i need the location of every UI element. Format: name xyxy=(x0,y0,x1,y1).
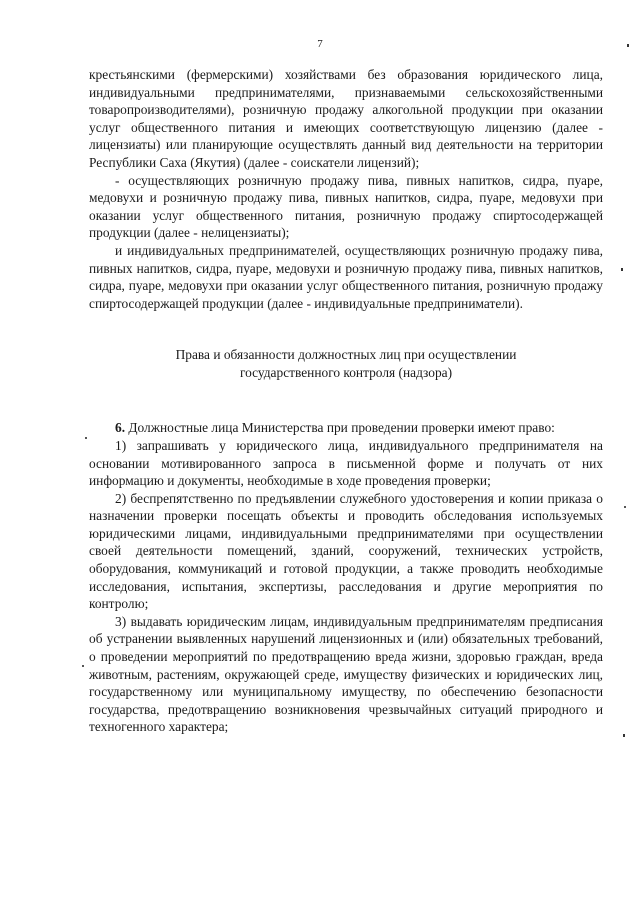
scan-speck xyxy=(82,665,84,667)
scan-speck xyxy=(624,506,626,508)
section-heading xyxy=(89,346,603,382)
scan-speck xyxy=(627,44,629,47)
clause-6-item-1: 1) запрашивать у юридического лица, индивидуального предпринимателя на основании мотивированного запроса в письменной форме и получать от них информацию и документы, необходимые в ходе проведения проверки; xyxy=(89,437,603,489)
section-heading-line-1: Права и обязанности должностных лиц при осуществлении xyxy=(175,347,517,363)
intro-paragraph-2: - осуществляющих розничную продажу пива, пивных напитков, сидра, пуаре, медовухи и розничную продажу пива, пивных напитков, сидра, пуаре, медовухи при оказании услуг общественного питания, розничную продажу спиртосодержащей продукции (далее - нелицензиаты); xyxy=(89,172,603,241)
clause-6-lead-text: Должностные лица Министерства при проведении проверки имеют право: xyxy=(128,420,555,436)
clause-6-item-3: 3) выдавать юридическим лицам, индивидуальным предпринимателям предписания об устранении выявленных нарушений лицензионных и (или) обязательных требований, о проведении мероприятий по предотвращению вреда жизни, здоровью граждан, вреда животным, растениям, окружающей среде, имуществу физических и юридических лиц, государственному или муниципальному имуществу, по обеспечению безопасности государства, предотвращению возникновения чрезвычайных ситуаций природного и техногенного характера; xyxy=(89,613,603,735)
scan-speck xyxy=(623,734,625,737)
intro-paragraph-1: крестьянскими (фермерскими) хозяйствами без образования юридического лица, индивидуальными предпринимателями, признаваемыми сельскохозяйственными товаропроизводителями), розничную продажу алкогольной продукции при оказании услуг общественного питания и имеющих соответствующую лицензию (далее - лицензиаты) или планирующие осуществлять данный вид деятельности на территории Республики Саха (Якутия) (далее - соискатели лицензий); xyxy=(89,67,603,170)
clause-6-item-2: 2) беспрепятственно по предъявлении служебного удостоверения и копии приказа о назначении проверки посещать объекты и проводить обследования используемых юридическими лицами, индивидуальными предпринимателями при осуществлении своей деятельности помещений, зданий, сооружений, технических устройств, оборудования, коммуникаций и готовой продукции, а также проводить необходимые исследования, испытания, экспертизы, расследования и другие мероприятия по контролю; xyxy=(89,490,603,612)
clause-6-lead xyxy=(89,419,603,437)
scan-speck xyxy=(85,437,87,439)
page-number: 7 xyxy=(317,38,323,50)
document-body xyxy=(89,66,603,736)
section-heading-line-2: государственного контроля (надзора) xyxy=(239,365,453,381)
scan-speck xyxy=(621,268,623,271)
intro-paragraph-3: и индивидуальных предпринимателей, осуществляющих розничную продажу пива, пивных напитков, сидра, пуаре, медовухи и розничную продажу пива, пивных напитков, сидра, пуаре, медовухи при оказании услуг общественного питания, розничную продажу спиртосодержащей продукции (далее - индивидуальные предприниматели). xyxy=(89,242,603,311)
clause-6-number: 6. xyxy=(115,420,126,436)
